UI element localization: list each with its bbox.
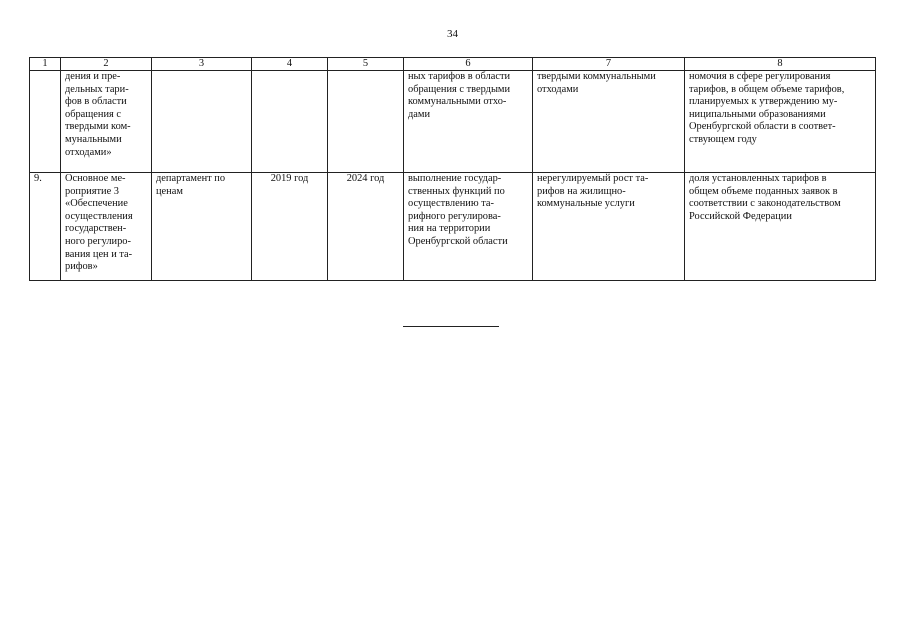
column-header-3: 3 — [152, 58, 252, 71]
table-row — [30, 71, 876, 173]
end-divider-line — [403, 326, 499, 327]
row-number-cell: 9. — [30, 173, 61, 281]
consequence-cell: твердыми коммунальными отходами — [533, 71, 685, 173]
end-year-cell: 2024 год — [328, 173, 404, 281]
consequence-cell: нерегулируемый рост та- рифов на жилищно- коммунальные услуги — [533, 173, 685, 281]
indicator-cell: доля установленных тарифов в общем объеме поданных заявок в соответствии с законодательством Российской Федерации — [685, 173, 876, 281]
column-header-2: 2 — [61, 58, 152, 71]
expected-result-cell: выполнение государ- ственных функций по осуществлению та- рифного регулирова- ния на территории Оренбургской области — [404, 173, 533, 281]
executor-cell: департамент по ценам — [152, 173, 252, 281]
program-measures-table — [29, 57, 876, 281]
indicator-cell: номочия в сфере регулирования тарифов, в общем объеме тарифов, планируемых к утверждению му- ниципальными образованиями Оренбургской области в соответ- ствующем году — [685, 71, 876, 173]
expected-result-cell: ных тарифов в области обращения с твердыми коммунальными отхо- дами — [404, 71, 533, 173]
start-year-cell: 2019 год — [252, 173, 328, 281]
column-header-6: 6 — [404, 58, 533, 71]
header-row — [30, 58, 876, 71]
column-header-5: 5 — [328, 58, 404, 71]
column-header-1: 1 — [30, 58, 61, 71]
start-year-cell — [252, 71, 328, 173]
measure-name-cell: дения и пре- дельных тари- фов в области обращения с твердыми ком- мунальными отходами» — [61, 71, 152, 173]
executor-cell — [152, 71, 252, 173]
row-number-cell — [30, 71, 61, 173]
column-header-8: 8 — [685, 58, 876, 71]
column-header-7: 7 — [533, 58, 685, 71]
end-year-cell — [328, 71, 404, 173]
table-row — [30, 173, 876, 281]
page-number: 34 — [447, 28, 458, 40]
column-header-4: 4 — [252, 58, 328, 71]
measure-name-cell: Основное ме- роприятие 3 «Обеспечение осуществления государствен- ного регулиро- вания цен и та- рифов» — [61, 173, 152, 281]
